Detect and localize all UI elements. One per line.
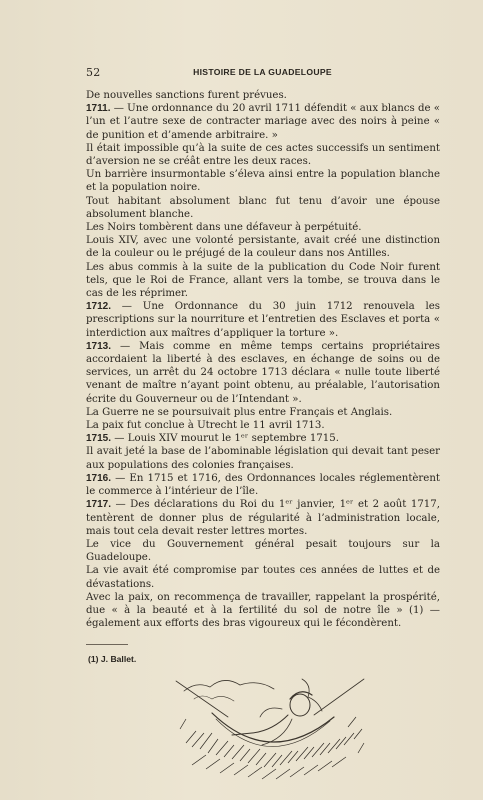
paragraph-text: Les Noirs tombèrent dans une défaveur à perpétuité.: [86, 222, 362, 234]
year-heading: 1715.: [86, 433, 112, 445]
paragraph: [86, 445, 440, 471]
paragraph: [86, 419, 440, 432]
year-heading: 1712.: [86, 301, 112, 313]
paragraph: [86, 261, 440, 301]
paragraph-text: — Une ordonnance du 20 avril 1711 défendit « aux blancs de « l’un et l’autre sexe de contracter mariage avec des noirs à peine « de punition et d’amende arbitraire. »: [86, 103, 440, 141]
paragraph-text: — Des déclarations du Roi du 1ᵉʳ janvier, 1ᵉʳ et 2 août 1717, tentèrent de donner plus de régularité à l’administration locale, mais tout cela devait rester lettres mortes.: [86, 499, 440, 537]
paragraph-text: La vie avait été compromise par toutes ces années de luttes et de dévastations.: [86, 565, 440, 590]
year-heading: 1711.: [86, 103, 111, 115]
paragraph: [86, 472, 440, 498]
paragraph-text: Avec la paix, on recommença de travailler, rappelant la prospérité, due « à la beauté et à la fertilité du sol de notre île » (1) — également aux efforts des bras vigoureux qui le fécondèrent.: [86, 591, 440, 630]
paragraph: [86, 498, 440, 538]
paragraph: [86, 300, 440, 340]
body-text: [86, 89, 440, 630]
running-title: HISTOIRE DE LA GUADELOUPE: [193, 67, 332, 77]
page-header: [86, 66, 439, 80]
paragraph-text: Il avait jeté la base de l’abominable législation qui devait tant peser aux populations des colonies françaises.: [86, 446, 440, 471]
year-heading: 1716.: [86, 472, 112, 484]
paragraph: [86, 234, 440, 260]
paragraph-text: La Guerre ne se poursuivait plus entre Français et Anglais.: [86, 406, 393, 418]
paragraph: [86, 564, 440, 590]
paragraph: [86, 195, 440, 221]
paragraph: [86, 432, 440, 445]
paragraph: [86, 591, 440, 631]
year-heading: 1713.: [86, 340, 112, 352]
paragraph-text: Il était impossible qu’à la suite de ces actes successifs un sentiment d’aversion ne se créât entre les deux races.: [86, 142, 440, 168]
paragraph-text: Tout habitant absolument blanc fut tenu d’avoir une épouse absolument blanche.: [86, 195, 440, 220]
paragraph: [86, 340, 440, 406]
page-number: 52: [86, 66, 101, 79]
paragraph: [86, 102, 440, 142]
paragraph-text: Louis XIV, avec une volonté persistante, avait créé une distinction de la couleur ou le préjugé de la couleur dans nos Antilles.: [86, 235, 440, 260]
paragraph-text: Le vice du Gouvernement général pesait toujours sur la Guadeloupe.: [86, 538, 440, 564]
year-heading: 1717.: [86, 499, 112, 511]
paragraph-text: La paix fut conclue à Utrecht le 11 avril 1713.: [86, 420, 325, 432]
footnote: (1) J. Ballet.: [88, 654, 137, 664]
paragraph-text: Un barrière insurmontable s’éleva ainsi entre la population blanche et la population noire.: [86, 169, 440, 194]
paragraph: [86, 89, 440, 102]
paragraph-text: — En 1715 et 1716, des Ordonnances locales réglementèrent le commerce à l’intérieur de l’île.: [86, 472, 440, 498]
paragraph-text: — Louis XIV mourut le 1ᵉʳ septembre 1715.: [111, 433, 339, 445]
paragraph: [86, 142, 440, 168]
paragraph-text: — Mais comme en même temps certains propriétaires accordaient la liberté à des esclaves, en échange de soins ou de services, un arrêt du 24 octobre 1713 déclara « nulle toute liberté venant de maître n’ayant point obtenu, au préalable, l’autorisation écrite du Gouverneur ou de l’Intendant ».: [86, 340, 440, 405]
paragraph-text: — Une Ordonnance du 30 juin 1712 renouvela les prescriptions sur la nourriture et l’entretien des Esclaves et porta « interdiction aux maîtres d’appliquer la torture ».: [86, 301, 440, 339]
paragraph-text: Les abus commis à la suite de la publication du Code Noir furent tels, que le Roi de France, allant vers la tombe, se trouva dans le cas de les réprimer.: [86, 261, 440, 300]
paragraph: [86, 406, 440, 419]
paragraph: [86, 168, 440, 194]
paragraph: [86, 538, 440, 564]
hammock-illustration: [172, 669, 368, 789]
paragraph-text: De nouvelles sanctions furent prévues.: [86, 90, 287, 101]
footnote-rule: [86, 644, 128, 645]
paragraph: [86, 221, 440, 234]
